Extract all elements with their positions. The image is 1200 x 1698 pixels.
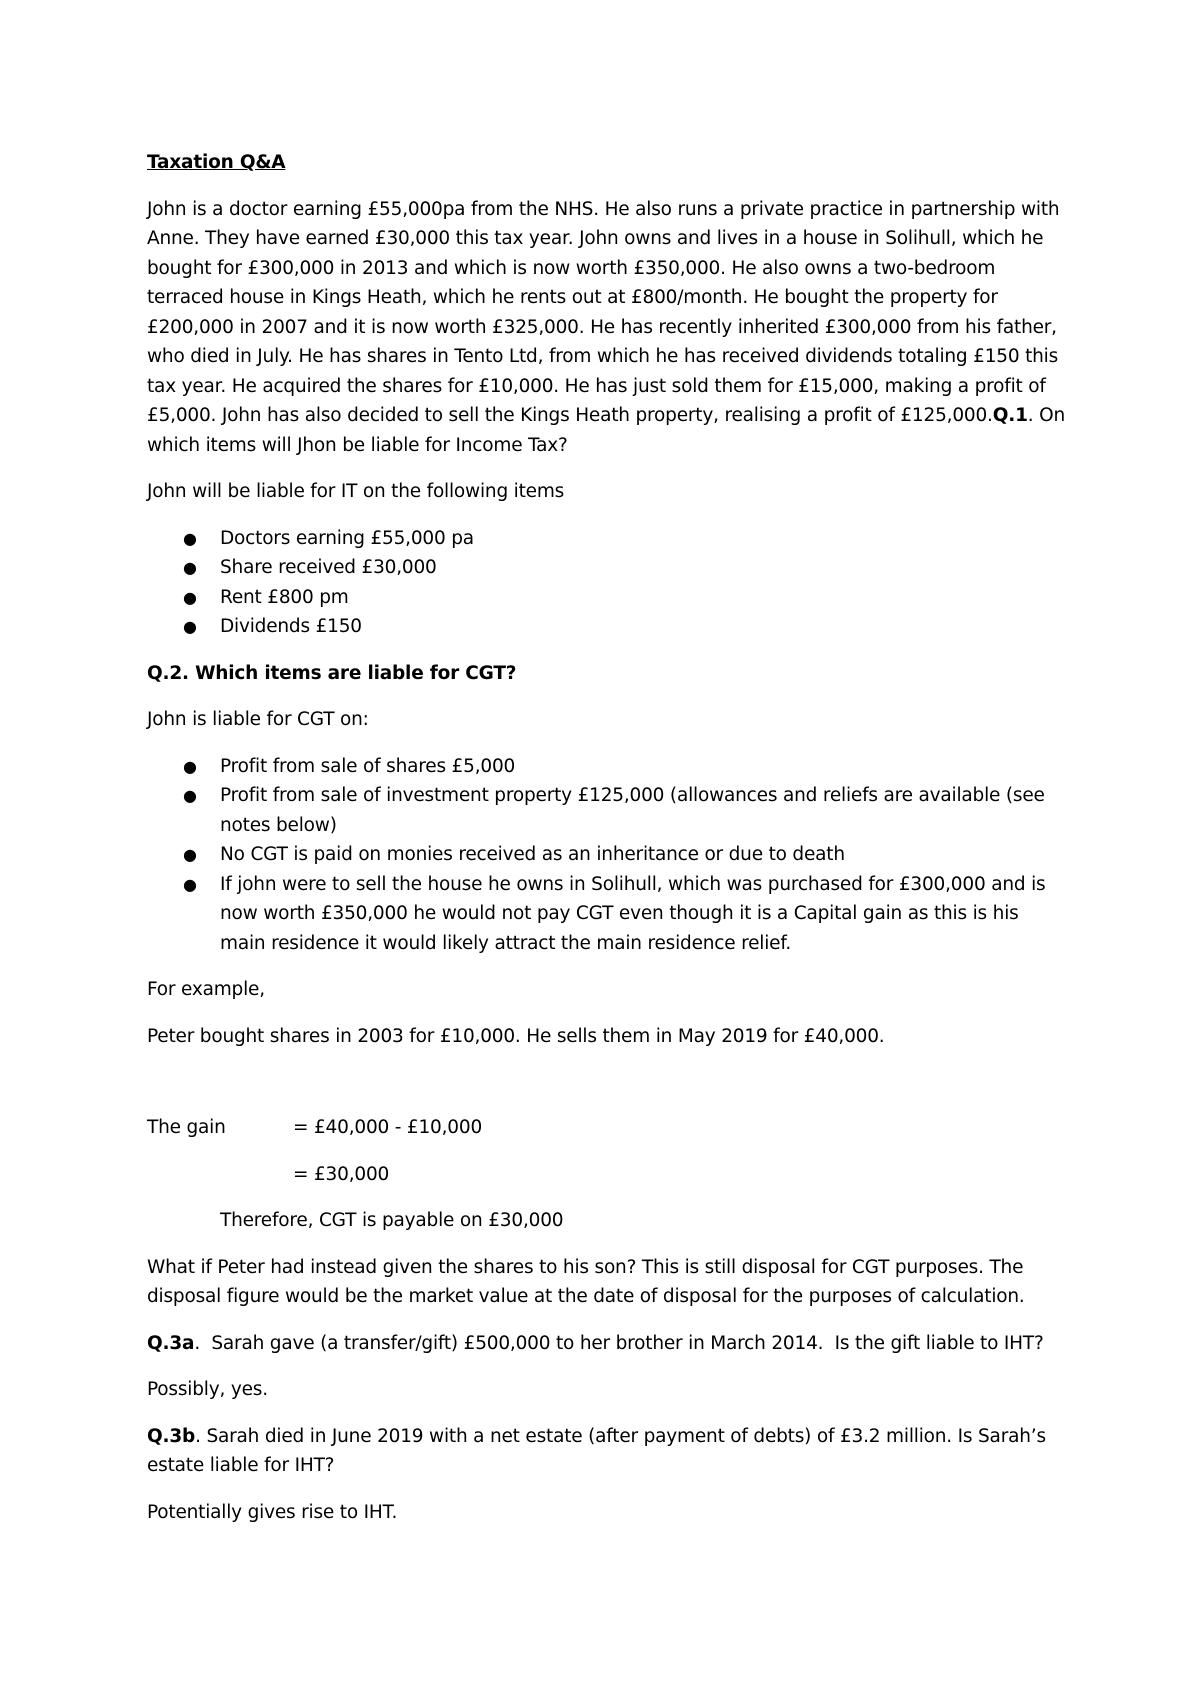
bullet-icon: ●	[183, 617, 197, 636]
q3b-paragraph	[147, 1422, 1067, 1481]
list-item	[147, 840, 1067, 870]
bullet-icon: ●	[183, 845, 197, 864]
list-item-text: Doctors earning £55,000 pa	[220, 527, 474, 549]
q1-text: . On which items will Jhon be liable for Income Tax?	[147, 405, 1071, 456]
bullet-icon: ●	[183, 558, 197, 577]
list-item-text: Dividends £150	[220, 616, 362, 637]
list-item	[147, 524, 1067, 554]
bullet-icon: ●	[183, 587, 197, 607]
q3a-paragraph	[147, 1329, 1067, 1359]
bullet-icon: ●	[183, 528, 197, 548]
q3b-label: Q.3b	[147, 1425, 196, 1447]
example-intro: For example,	[147, 979, 265, 1000]
bullet-icon: ●	[183, 756, 197, 776]
list-item-text: Share received £30,000	[220, 557, 437, 578]
example-text: Peter bought shares in 2003 for £10,000. He sells them in May 2019 for £40,000.	[147, 1025, 885, 1047]
list-item-text: Profit from sale of investment property £125,000 (allowances and reliefs are available (see notes below)	[220, 785, 1045, 836]
q2-heading: Q.2. Which items are liable for CGT?	[147, 662, 517, 684]
calc-line-2: = £30,000	[293, 1163, 390, 1185]
a1-intro: John will be liable for IT on the following items	[147, 481, 565, 502]
bullet-icon: ●	[183, 786, 197, 805]
list-item-text: Profit from sale of shares £5,000	[220, 755, 516, 777]
gift-paragraph: What if Peter had instead given the shares to his son? This is still disposal for CGT purposes. The disposal figure would be the market value at the date of disposal for the purposes of calculation.	[147, 1256, 1029, 1307]
list-item-text: No CGT is paid on monies received as an inheritance or due to death	[220, 844, 845, 865]
list-item-text: If john were to sell the house he owns in Solihull, which was purchased for £300,000 and is now worth £350,000 he would not pay CGT even though it is a Capital gain as this is his main residence it would likely attract the main residence relief.	[220, 873, 1046, 954]
document-page	[147, 148, 1071, 1544]
a1-list	[147, 524, 1067, 642]
calc-row-gain	[147, 1113, 1067, 1143]
list-item	[147, 583, 1067, 613]
calc-label: The gain	[147, 1117, 226, 1138]
q3a-text: . Sarah gave (a transfer/gift) £500,000 to her brother in March 2014. Is the gift liable to IHT?	[194, 1332, 1044, 1354]
intro-text: John is a doctor earning £55,000pa from the NHS. He also runs a private practice in partnership with Anne. They have earned £30,000 this tax year. John owns and lives in a house in Solihull, which he bought for £300,000 in 2013 and which is now worth £350,000. He also owns a two-bedroom terraced house in Kings Heath, which he rents out at £800/month. He bought the property for £200,000 in 2007 and it is now worth £325,000. He has recently inherited £300,000 from his father, who died in July. He has shares in Tento Ltd, from which he has received dividends totaling £150 this tax year. He acquired the shares for £10,000. He has just sold them for £15,000, making a profit of £5,000. John has also decided to sell the Kings Heath property, realising a profit of £125,000.	[147, 198, 1066, 426]
calc-line-1: = £40,000 - £10,000	[293, 1117, 483, 1138]
list-item-text: Rent £800 pm	[220, 586, 349, 608]
list-item	[147, 612, 1067, 642]
calc-conclusion: Therefore, CGT is payable on £30,000	[220, 1210, 564, 1231]
a2-list	[147, 752, 1067, 959]
q1-label: Q.1	[992, 405, 1028, 426]
blank-line	[147, 1068, 1067, 1113]
q3b-text: . Sarah died in June 2019 with a net estate (after payment of debts) of £3.2 million. Is Sarah’s estate liable for IHT?	[147, 1425, 1052, 1476]
calc-row-result	[147, 1160, 1067, 1190]
list-item	[147, 781, 1067, 840]
list-item	[147, 752, 1067, 782]
intro-paragraph	[147, 195, 1071, 461]
list-item	[147, 870, 1067, 959]
bullet-icon: ●	[183, 874, 197, 894]
q3a-label: Q.3a	[147, 1332, 195, 1354]
document-title: Taxation Q&A	[147, 152, 286, 173]
a2-intro: John is liable for CGT on:	[147, 709, 369, 730]
a3b-answer: Potentially gives rise to IHT.	[147, 1501, 398, 1523]
list-item	[147, 553, 1067, 583]
a3a-answer: Possibly, yes.	[147, 1379, 268, 1400]
